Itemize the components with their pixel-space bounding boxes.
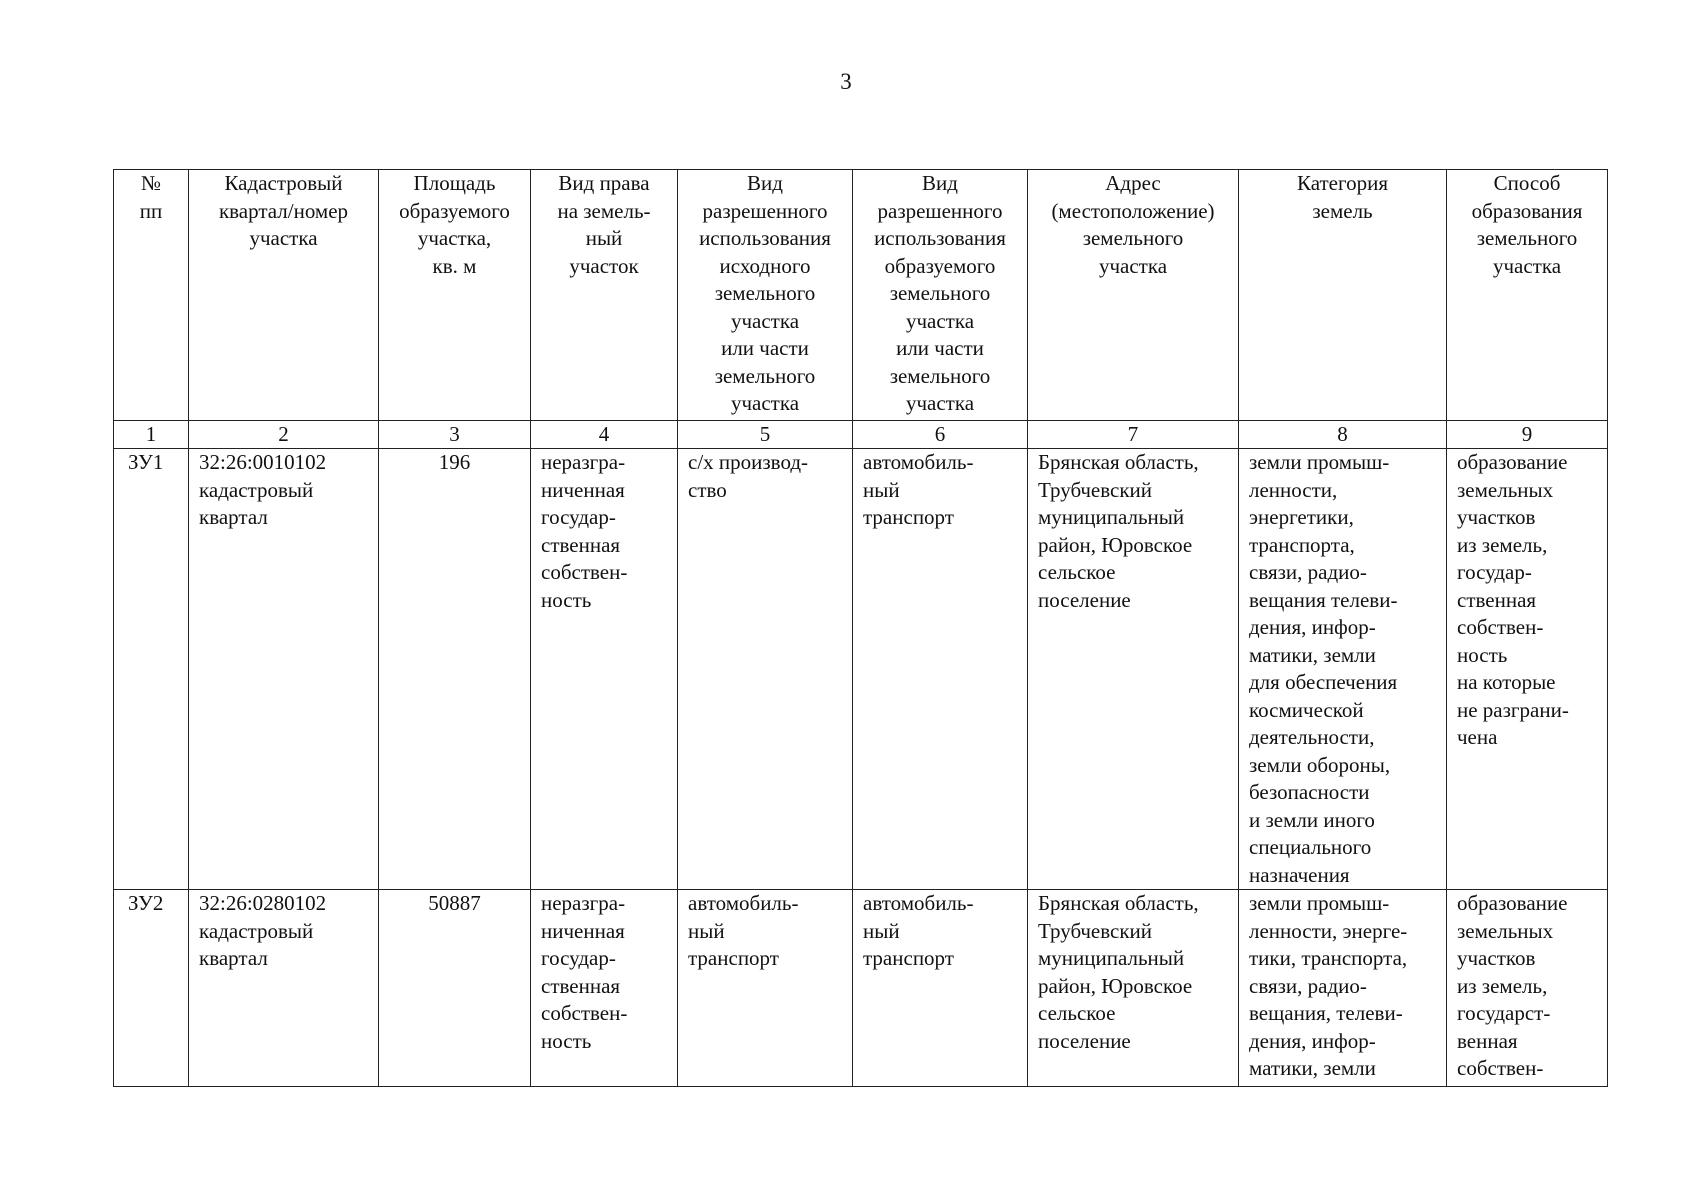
- column-number-cell: 6: [853, 421, 1028, 449]
- use-source-cell: автомобиль- ный транспорт: [678, 890, 853, 1087]
- column-number-cell: 4: [531, 421, 678, 449]
- page-number: 3: [840, 69, 852, 94]
- address-cell: Брянская область, Трубчевский муниципальный район, Юровское сельское поселение: [1028, 449, 1239, 890]
- right-type-cell: неразгра- ниченная государ- ственная собствен- ность: [531, 449, 678, 890]
- header-cell-number: № пп: [114, 170, 189, 421]
- cadastral-cell: 32:26:0010102 кадастровый квартал: [189, 449, 379, 890]
- method-cell: образование земельных участков из земель, государст- венная собствен-: [1447, 890, 1608, 1087]
- use-new-cell: автомобиль- ный транспорт: [853, 890, 1028, 1087]
- header-cell-category: Категория земель: [1239, 170, 1447, 421]
- category-cell: земли промыш- ленности, энерге- тики, транспорта, связи, радио- вещания, телеви- дения, инфор- матики, земли: [1239, 890, 1447, 1087]
- category-cell: земли промыш- ленности, энергетики, транспорта, связи, радио- вещания телеви- дения, инфор- матики, земли для обеспечения космической деятельности, земли обороны, безопасности и земли иного специального назначения: [1239, 449, 1447, 890]
- header-cell-right-type: Вид права на земель- ный участок: [531, 170, 678, 421]
- header-cell-area: Площадь образуемого участка, кв. м: [379, 170, 531, 421]
- header-cell-method: Способ образования земельного участка: [1447, 170, 1608, 421]
- table-row: [114, 449, 1608, 890]
- use-new-cell: автомобиль- ный транспорт: [853, 449, 1028, 890]
- land-plots-table: [113, 169, 1608, 1087]
- area-cell: 196: [379, 449, 531, 890]
- column-number-cell: 1: [114, 421, 189, 449]
- header-cell-cadastral: Кадастровый квартал/номер участка: [189, 170, 379, 421]
- plot-id-cell: ЗУ2: [114, 890, 189, 1087]
- table-header-row: [114, 170, 1608, 421]
- right-type-cell: неразгра- ниченная государ- ственная собствен- ность: [531, 890, 678, 1087]
- column-number-cell: 3: [379, 421, 531, 449]
- column-number-cell: 8: [1239, 421, 1447, 449]
- header-cell-use-new: Вид разрешенного использования образуемого земельного участка или части земельного участка: [853, 170, 1028, 421]
- column-number-cell: 2: [189, 421, 379, 449]
- use-source-cell: с/х производ- ство: [678, 449, 853, 890]
- table-row: [114, 890, 1608, 1087]
- column-number-cell: 7: [1028, 421, 1239, 449]
- column-numbers-row: [114, 421, 1608, 449]
- cadastral-cell: 32:26:0280102 кадастровый квартал: [189, 890, 379, 1087]
- column-number-cell: 9: [1447, 421, 1608, 449]
- address-cell: Брянская область, Трубчевский муниципальный район, Юровское сельское поселение: [1028, 890, 1239, 1087]
- column-number-cell: 5: [678, 421, 853, 449]
- header-cell-address: Адрес (местоположение) земельного участка: [1028, 170, 1239, 421]
- area-cell: 50887: [379, 890, 531, 1087]
- plot-id-cell: ЗУ1: [114, 449, 189, 890]
- header-cell-use-source: Вид разрешенного использования исходного земельного участка или части земельного участка: [678, 170, 853, 421]
- method-cell: образование земельных участков из земель, государ- ственная собствен- ность на которые не разграни- чена: [1447, 449, 1608, 890]
